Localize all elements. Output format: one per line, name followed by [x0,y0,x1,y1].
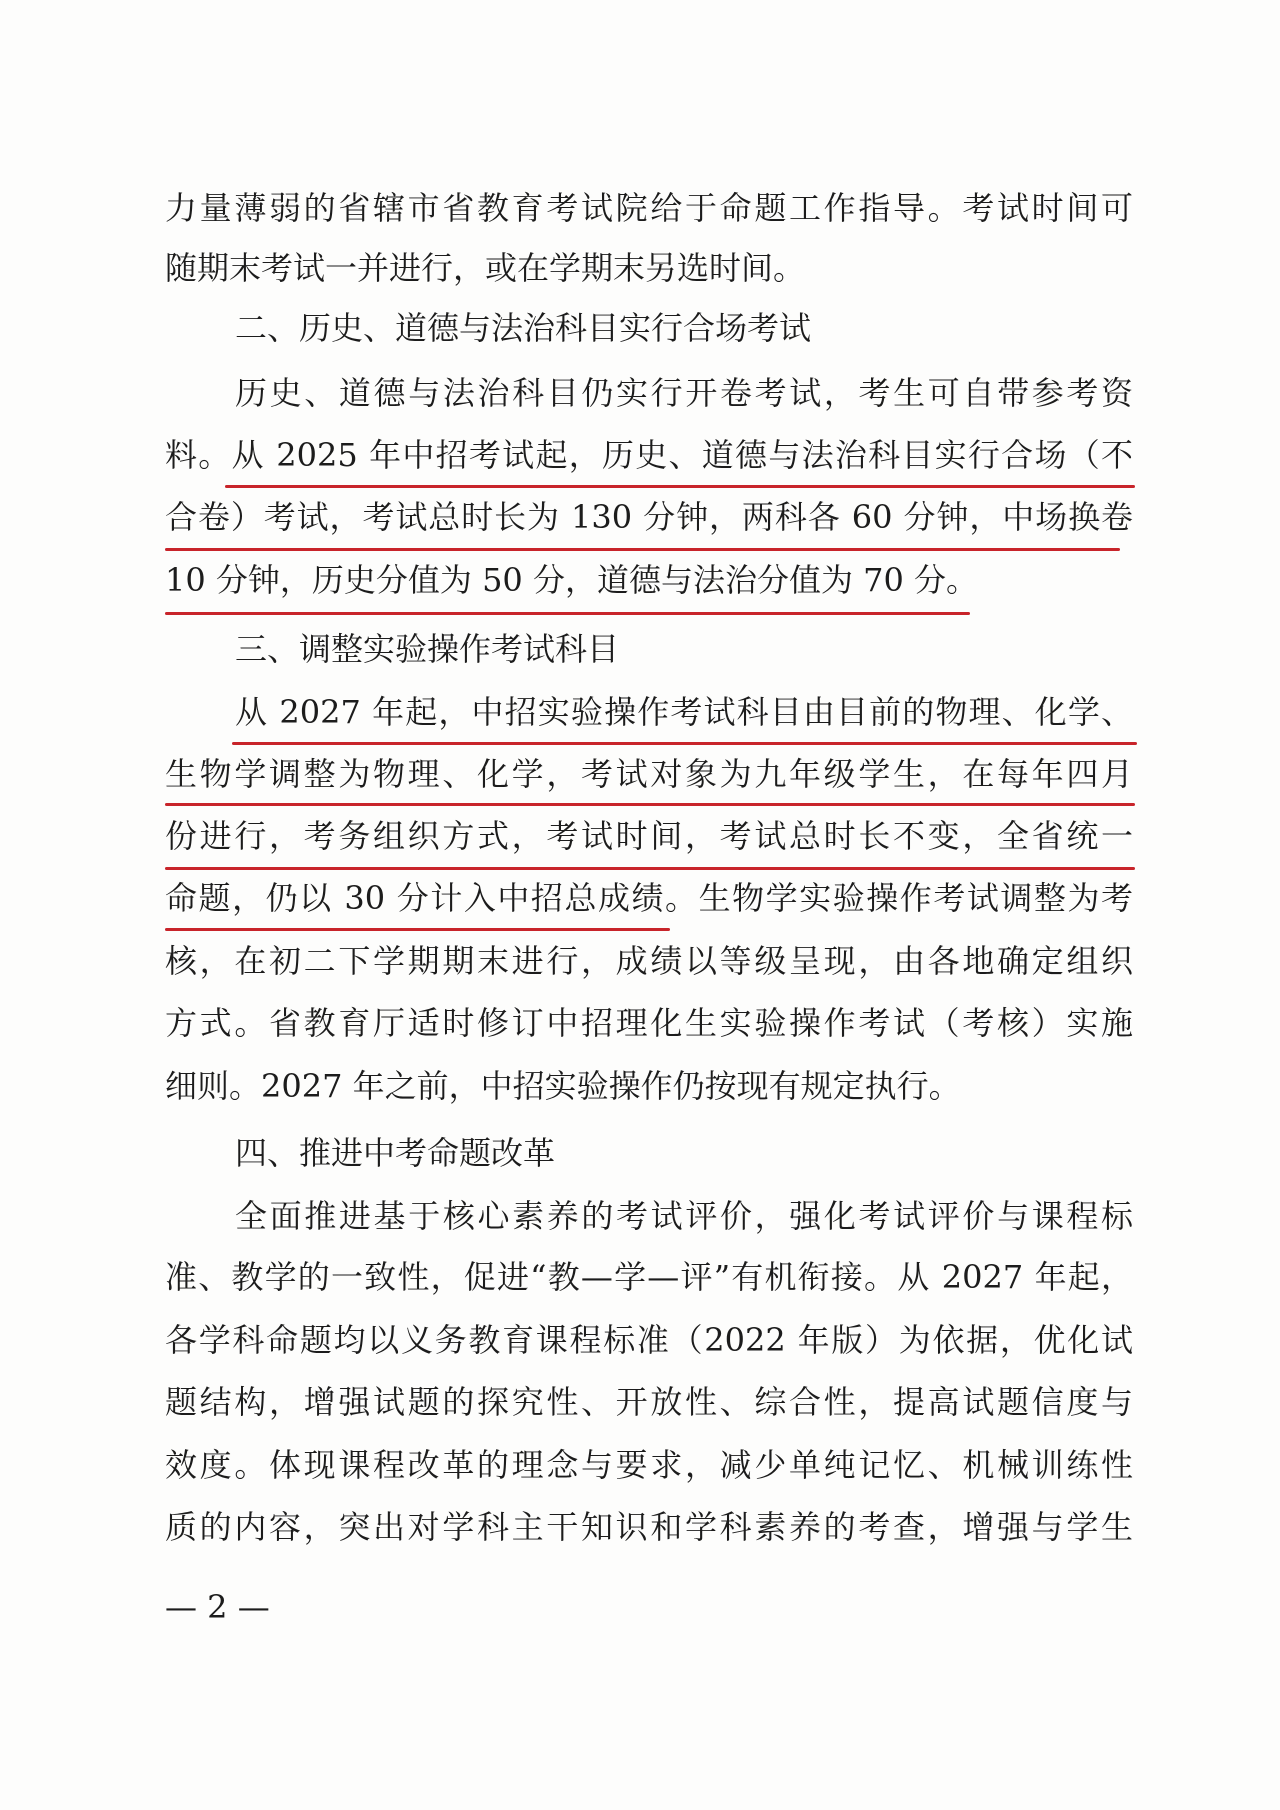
body-line: 合卷）考试，考试总时长为 130 分钟，两科各 60 分钟，中场换卷 [165,498,1133,536]
red-underline [165,928,670,931]
red-underline [232,742,1137,745]
red-underline [165,612,970,615]
body-line: 生物学调整为物理、化学，考试对象为九年级学生，在每年四月 [165,755,1133,793]
page-number: — 2 — [165,1588,270,1626]
body-line: 随期末考试一并进行，或在学期末另选时间。 [165,249,806,287]
body-line: 份进行，考务组织方式，考试时间，考试总时长不变，全省统一 [165,817,1133,855]
body-line: 力量薄弱的省辖市省教育考试院给于命题工作指导。考试时间可 [165,189,1133,227]
body-line: 核，在初二下学期期末进行，成绩以等级呈现，由各地确定组织 [165,942,1133,980]
body-line: 效度。体现课程改革的理念与要求，减少单纯记忆、机械训练性 [165,1446,1133,1484]
body-line: 方式。省教育厅适时修订中招理化生实验操作考试（考核）实施 [165,1004,1133,1042]
body-line: 从 2027 年起，中招实验操作考试科目由目前的物理、化学、 [235,693,1133,731]
red-underline [165,803,1135,806]
body-line: 10 分钟，历史分值为 50 分，道德与法治分值为 70 分。 [165,561,979,599]
body-line: 题结构，增强试题的探究性、开放性、综合性，提高试题信度与 [165,1383,1133,1421]
body-line: 准、教学的一致性，促进“教—学—评”有机衔接。从 2027 年起， [165,1258,1133,1296]
body-line: 质的内容，突出对学科主干知识和学科素养的考查，增强与学生 [165,1508,1133,1546]
red-underline [165,548,1120,551]
body-line: 命题，仍以 30 分计入中招总成绩。生物学实验操作考试调整为考 [165,879,1133,917]
red-underline [225,485,1135,488]
section-heading: 二、历史、道德与法治科目实行合场考试 [235,309,812,347]
body-line: 历史、道德与法治科目仍实行开卷考试，考生可自带参考资 [235,374,1133,412]
body-line: 细则。2027 年之前，中招实验操作仍按现有规定执行。 [165,1067,961,1105]
section-heading: 三、调整实验操作考试科目 [235,630,620,668]
body-line: 全面推进基于核心素养的考试评价，强化考试评价与课程标 [235,1197,1133,1235]
body-line: 料。从 2025 年中招考试起，历史、道德与法治科目实行合场（不 [165,436,1133,474]
body-line: 各学科命题均以义务教育课程标准（2022 年版）为依据，优化试 [165,1321,1133,1359]
red-underline [165,867,1135,870]
section-heading: 四、推进中考命题改革 [235,1134,556,1172]
